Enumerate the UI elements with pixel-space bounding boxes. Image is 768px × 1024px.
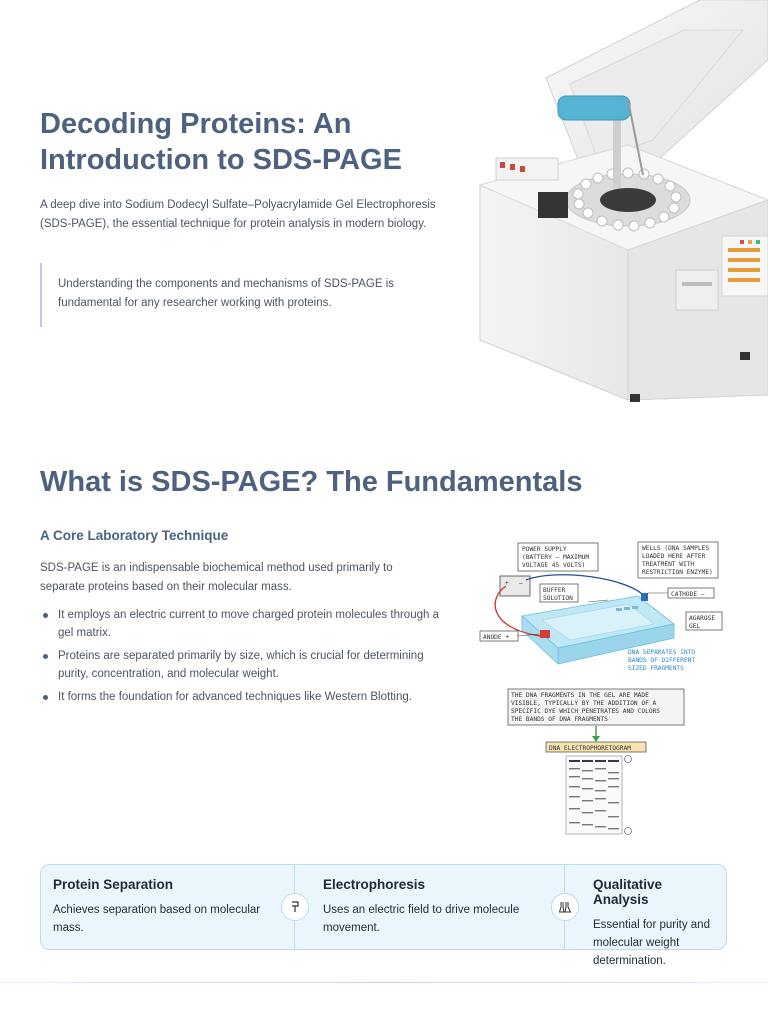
battery-minus: –	[519, 580, 523, 587]
cathode-label: CATHODE –	[671, 591, 705, 598]
feature-card-title: Electrophoresis	[323, 877, 426, 892]
feature-card-text: Essential for purity and molecular weight determination.	[593, 919, 710, 967]
feature-card-protein-separation	[41, 865, 294, 949]
separates-label-1: DNA SEPARATES INTO	[628, 649, 696, 656]
footer-divider	[0, 982, 768, 983]
hero-title: Decoding Proteins: An Introduction to SDS-PAGE	[40, 108, 402, 176]
wells-label-4: RESTRICTION ENZYME)	[642, 569, 713, 576]
hero-subtitle: A deep dive into Sodium Dodecyl Sulfate–Polyacrylamide Gel Electrophoresis (SDS-PAGE), the essential technique for protein analysis in modern biology.	[40, 199, 436, 230]
agarose-label-2: GEL	[689, 623, 701, 630]
flask-icon	[551, 893, 579, 921]
separates-label-2: BANDS OF DIFFERENT	[628, 657, 696, 664]
feature-card-electrophoresis	[294, 865, 564, 949]
wells-label-2: LOADED HERE AFTER	[642, 553, 706, 560]
caption-line-4: THE BANDS OF DNA FRAGMENTS	[511, 716, 608, 723]
agarose-label-1: AGAROSE	[689, 615, 716, 622]
section-subtitle: A Core Laboratory Technique	[40, 528, 229, 543]
hero-quote-text: Understanding the components and mechanisms of SDS-PAGE is fundamental for any researcher working with proteins.	[58, 278, 395, 309]
anode-label: ANODE +	[483, 634, 510, 641]
bullet-list	[40, 606, 440, 711]
caption-line-3: SPECIFIC DYE WHICH PENETRATES AND COLORS	[511, 708, 661, 715]
feature-cards	[40, 864, 727, 967]
analyzer-machine-image	[478, 0, 768, 430]
buffer-label-1: BUFFER	[543, 587, 566, 594]
buffer-label-2: SOLUTION	[543, 595, 573, 602]
hero-quote	[40, 263, 422, 327]
feature-card-qualitative-analysis	[564, 865, 726, 967]
power-supply-label-1: POWER SUPPLY	[522, 546, 567, 553]
wells-label-1: WELLS (DNA SAMPLES	[642, 545, 710, 552]
bullet-item: It employs an electric current to move charged protein molecules through a gel matrix.	[40, 606, 440, 642]
caption-line-2: VISIBLE, TYPICALLY BY THE ADDITION OF A	[511, 700, 657, 707]
battery-plus: +	[505, 580, 509, 587]
electrophoretogram-label: DNA ELECTROPHORETOGRAM	[549, 745, 631, 752]
caption-line-1: THE DNA FRAGMENTS IN THE GEL ARE MADE	[511, 692, 649, 699]
section-intro: SDS-PAGE is an indispensable biochemical method used primarily to separate proteins based on their molecular mass.	[40, 562, 393, 593]
section-title: What is SDS-PAGE? The Fundamentals	[40, 466, 583, 498]
power-supply-label-3: VOLTAGE 45 VOLTS)	[522, 562, 586, 569]
bullet-item: Proteins are separated primarily by size, which is crucial for determining purity, concentration, and molecular weight.	[40, 647, 440, 683]
gel-electrophoresis-diagram	[478, 538, 728, 843]
separates-label-3: SIZED FRAGMENTS	[628, 665, 684, 672]
electrophoresis-icon	[281, 893, 309, 921]
feature-card-text: Uses an electric field to drive molecule movement.	[323, 904, 520, 934]
feature-card-text: Achieves separation based on molecular mass.	[53, 904, 261, 934]
bullet-item: It forms the foundation for advanced techniques like Western Blotting.	[40, 688, 440, 706]
wells-label-3: TREATMENT WITH	[642, 561, 695, 568]
feature-card-title: Protein Separation	[53, 877, 174, 892]
feature-card-title: Qualitative Analysis	[593, 877, 663, 907]
power-supply-label-2: (BATTERY – MAXIMUM	[522, 554, 590, 561]
